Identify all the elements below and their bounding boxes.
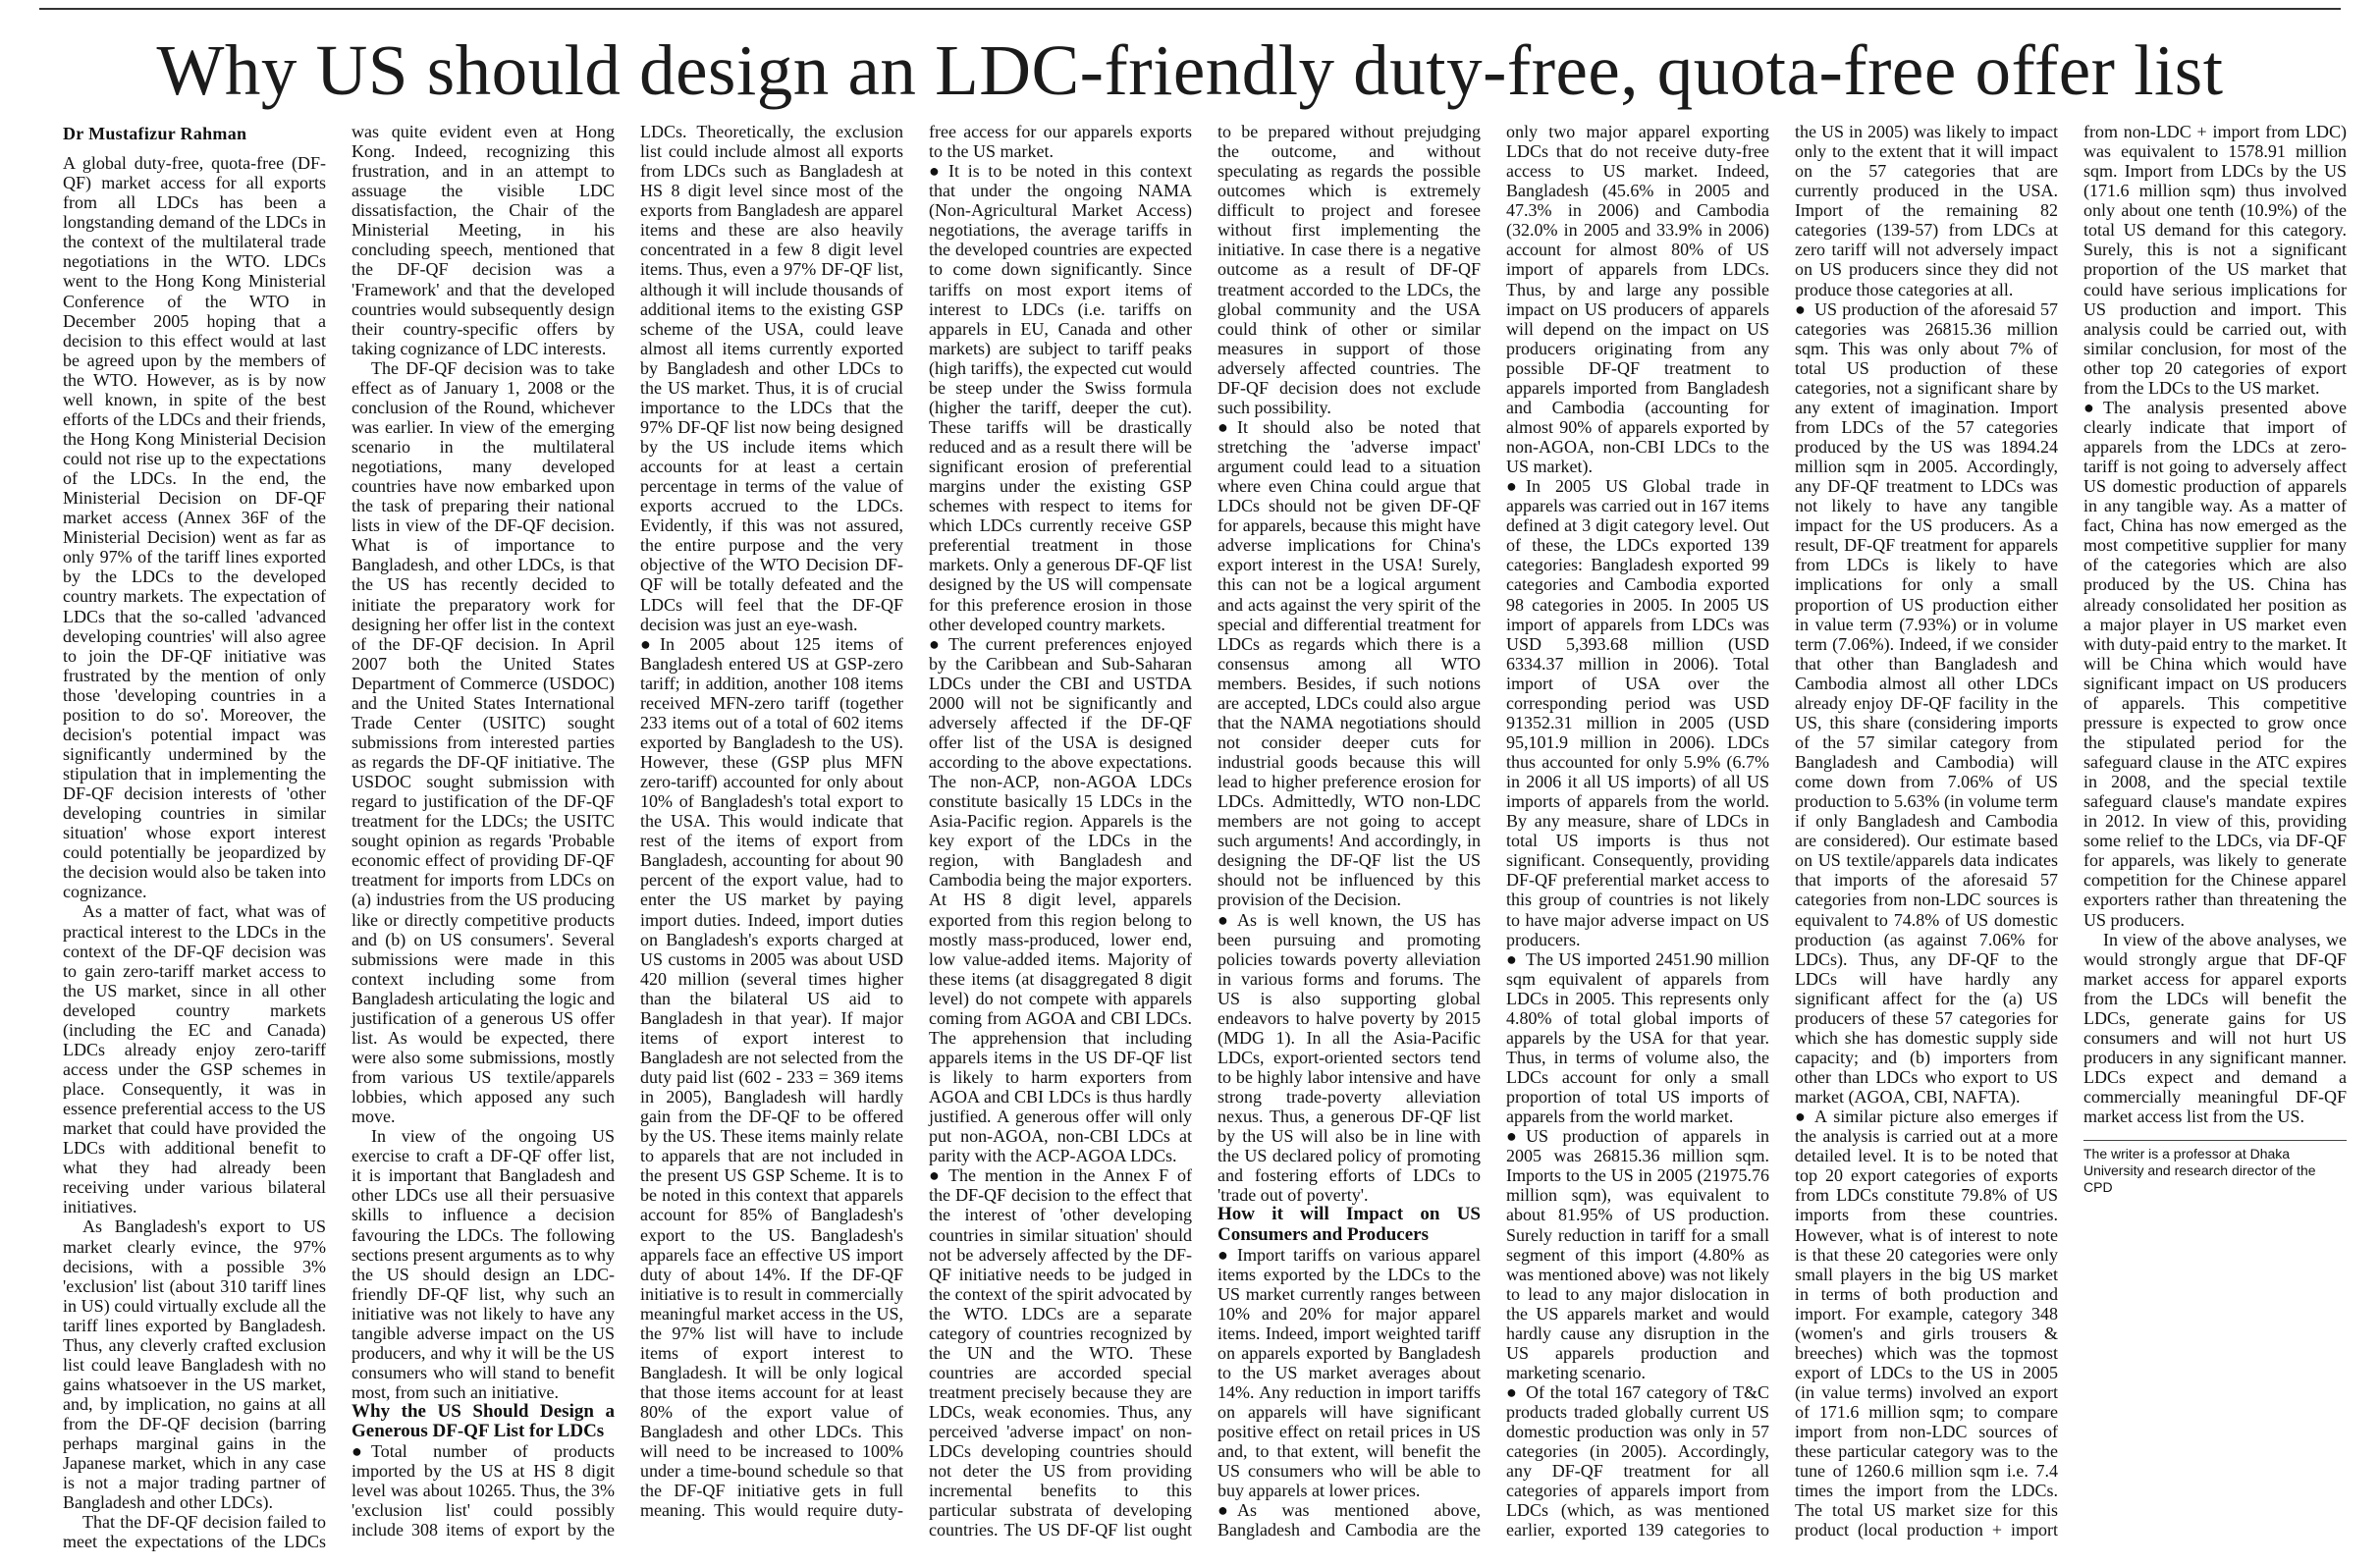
- paragraph: The DF-QF decision was to take effect as of January 1, 2008 or the conclusion of the Round, whichever was earlier. In view of the emerging scenario in the multilateral negotiations, many developed countries have now embarked upon the task of preparing their national lists in view of the DF-QF decision. What is of importance to Bangladesh, and other LDCs, is that the US has recently decided to initiate the preparatory work for designing her offer list in the context of the DF-QF decision. In April 2007 both the United States Department of Commerce (USDOC) and the United States International Trade Center (USITC) sought submissions from interested parties as regards the DF-QF initiative. The USDOC sought submission with regard to justification of the DF-QF treatment for the LDCs; the USITC sought opinion as regards 'Probable economic effect of providing DF-QF treatment for imports from LDCs on (a) industries from the US producing like or directly competitive products and (b) on US consumers'. Several submissions were made in this context including some from Bangladesh articulating the logic and justification of a generous US offer list. As would be expected, there were also some submissions, mostly from various US textile/apparels lobbies, which apposed any such move.: [352, 357, 615, 1127]
- bullet-icon: ●: [929, 161, 940, 182]
- headline: Why US should design an LDC-friendly duty-free, quota-free offer list: [156, 30, 2224, 110]
- lead-paragraph: A global duty-free, quota-free (DF-QF) market access for all exports from all LDCs has been a longstanding demand of the LDCs in the context of the multilateral trade negotiations in the WTO. LDCs went to the Hong Kong Ministerial Conference of the WTO in December 2005 hoping that a decision to this effect would at last be agreed upon by the members of the WTO. However, as is by now well known, in spite of the best efforts of the LDCs and their friends, the Hong Kong Ministerial Decision could not rise up to the expectations of the LDCs. In the end, the Ministerial Decision on DF-QF market access (Annex 36F of the Ministerial Decision) went as far as only 97% of the tariff lines exported by the LDCs to the developed country markets. The expectation of LDCs that the so-called 'advanced developing countries' will also agree to join the DF-QF initiative was frustrated by the mention of only those 'developing countries in a position to do so'. Moreover, the decision's potential impact was significantly undermined by the stipulation that in implementing the DF-QF decision interests of 'other developing countries in similar situation' whose export interest could potentially be jeopardized by the decision would also be taken into cognizance.: [63, 153, 326, 902]
- paragraph: As Bangladesh's export to US market clearly evince, the 97% decisions, with a possible 3% 'exclusion' list (about 310 tariff lines in US) could virtually exclude all the tariff lines exported by Bangladesh. Thus, any cleverly crafted exclusion list could leave Bangladesh with no gains whatsoever in the US market, and, by implication, no gains at all from the DF-QF decision (barring perhaps marginal gains in the Japanese market, which in any case is not a major trading partner of Bangladesh and other LDCs).: [63, 1216, 326, 1513]
- bullet-icon: ●: [640, 633, 651, 654]
- paragraph-text: The analysis presented above clearly indicate that import of apparels from the LDCs at zero-tariff is not going to adversely affect US domestic production of apparels in any tangible way. As a matter of fact, China has now emerged as the most competitive supplier for many of the categories which are also produced by the US. China has already consolidated her position as a major player in US market even with duty-paid entry to the market. It will be China which would have significant impact on US producers of apparels. This competitive pressure is expected to grow once the stipulated period for the safeguard clause in the ATC expires in 2008, and the special textile safeguard clause's mandate expires in 2012. In view of this, providing some relief to the LDCs, via DF-QF for apparels, was likely to generate competition for the Chinese apparel exporters rather than threatening the US producers.: [2083, 397, 2347, 930]
- bullet-paragraph: [929, 634, 1192, 1166]
- subheading-text: Why the US Should Design a Generous DF-QF List for LDCs: [352, 1401, 615, 1442]
- article-sections: [63, 122, 2347, 1557]
- bullet-icon: ●: [2083, 397, 2094, 417]
- paragraph-text: In 2005 US Global trade in apparels was carried out in 167 items defined at 3 digit category level. Out of these, the LDCs exported 139 categories: Bangladesh exported 99 categories and Cambodia exported 98 categories in 2005. In 2005 US import of apparels from LDCs was USD 5,393.68 million (USD 6334.37 million in 2006). Total import of USA over the corresponding period was USD 91352.31 million in 2005 (USD 95,101.9 million in 2006). LDCs thus accounted for only 5.9% (6.7% in 2006 it all US imports) of all US imports of apparels from the world. By any measure, share of LDCs in total US imports is thus not significant. Consequently, providing DF-QF preferential market access to this group of countries is not likely to have major adverse impact on US producers.: [1506, 476, 1769, 949]
- bullet-icon: ●: [1217, 416, 1228, 437]
- paragraph-text: Total number of products imported by the US at HS 8 digit level was about 10265. Thus, the 3% 'exclusion list' could possibly include 308 items of export by the LDCs. Theoretically, the exclusion list could include almost all exports from LDCs such as Bangladesh at HS 8 digit level since most of the exports from Bangladesh are apparel items and these are also heavily concentrated in a few 8 digit level items. Thus, even a 97% DF-QF list, although it will include thousands of additional items to the existing GSP scheme of the USA, could leave almost all items currently exported by Bangladesh and other LDCs to the US market. Thus, it is of crucial importance to the LDCs that the 97% DF-QF list now being designed by the US include items which accounts for at least a certain percentage in terms of the value of exports accrued to the LDCs. Evidently, if this was not assured, the entire purpose and the very objective of the WTO Decision DF-QF will be totally defeated and the LDCs will feel that the DF-QF decision was just an eye-wash.: [352, 122, 903, 1540]
- bullet-paragraph: [929, 161, 1192, 634]
- paragraph-text: In 2005 about 125 items of Bangladesh entered US at GSP-zero tariff; in addition, another 108 items received MFN-zero tariff (together 233 items out of a total of 602 items exported by Bangladesh to the US). However, these (GSP plus MFN zero-tariff) accounted for only about 10% of Bangladesh's total export to the USA. This would indicate that rest of the items of export from Bangladesh, accounting for about 90 percent of the export value, had to enter the US market by paying import duties. Indeed, import duties on Bangladesh's exports charged at US customs in 2005 was about USD 420 million (several times higher than the bilateral US aid to Bangladesh in that year). If major items of export interest to Bangladesh are not selected from the duty paid list (602 - 233 = 369 items in 2005), Bangladesh will hardly gain from the DF-QF to be offered by the US. These items mainly relate to apparels that are not included in the present US GSP Scheme. It is to be noted in this context that apparels account for 85% of Bangladesh's export to the US. Bangladesh's apparels face an effective US import duty of about 14%. If the DF-QF initiative is to result in commercially meaningful market access in the US, the 97% list will have to include items of export interest to Bangladesh. It will be only logical that those items account for at least 80% of the export value of Bangladesh and other LDCs. This will need to be increased to 100% under a time-bound schedule so that the DF-QF initiative gets in full meaning. This would require duty-free access for our apparels exports to the US market.: [640, 122, 1192, 1521]
- paragraph: In view of the ongoing US exercise to craft a DF-QF offer list, it is important that Bangladesh and other LDCs use all their persuasive skills to influence a decision favouring the LDCs. The following sections present arguments as to why the US should design an LDC-friendly DF-QF list, why such an initiative was not likely to have any tangible adverse impact on the US producers, and why it will be the US consumers who will stand to benefit most, from such an initiative.: [352, 1126, 615, 1402]
- bullet-icon: ●: [1217, 1500, 1228, 1521]
- bullet-icon: ●: [1506, 1126, 1517, 1147]
- paragraph-text: A similar picture also emerges if the analysis is carried out at a more detailed level. It is to be noted that top 20 export categories of exports from LDCs constitute 79.8% of US imports from these countries. However, what is of interest to note is that these 20 categories were only small players in the big US market in terms of both production and import. For example, category 348 (women's and girls trousers & breeches) which was the topmost export of LDCs to the US in 2005 (in value terms) involved an export of 171.6 million sqm; to compare import from non-LDC sources of these particular category was to the tune of 1260.6 million sqm i.e. 7.4 times the import from the LDCs. The total US market size for this product (local production + import from non-LDC + import from LDC) was equivalent to 1578.91 million sqm. Import from LDCs by the US (171.6 million sqm) thus involved only about one tenth (10.9%) of the total US demand for this category. Surely, this is not a significant proportion of the US market that could have serious implications for US production and import. This analysis could be carried out, with similar conclusion, for most of the other top 20 categories of export from the LDCs to the US market.: [1795, 122, 2347, 1540]
- top-rule: [39, 8, 2341, 10]
- paragraph-text: As is well known, the US has been pursuing and promoting policies towards poverty alleviation in various forms and forums. The US is also supporting global endeavors to halve poverty by 2015 (MDG 1). In all the Asia-Pacific LDCs, export-oriented sectors tend to be highly labor intensive and have strong trade-poverty alleviation nexus. Thus, a generous DF-QF list by the US will also be in line with the US declared policy of promoting and fostering efforts of LDCs to 'trade out of poverty'.: [1217, 909, 1481, 1206]
- paragraph: That the DF-QF decision failed to meet the expectations of the LDCs was quite evident even at Hong Kong. Indeed, recognizing this frustration, and in an attempt to assuage the visible LDC dissatisfaction, the Chair of the Ministerial Meeting, in his concluding speech, mentioned that the DF-QF decision was a 'Framework' and that the developed countries would subsequently design their country-specific offers by taking cognizance of LDC interests.: [63, 122, 615, 1552]
- paragraph-text: The mention in the Annex F of the DF-QF decision to the effect that the interest of 'other developing countries in similar situation' should not be adversely affected by the DF-QF initiative needs to be judged in the context of the spirit advocated by the WTO. LDCs are a separate category of countries recognized by the UN and the WTO. These countries are accorded special treatment precisely because they are LDCs, weak economies. Thus, any perceived 'adverse impact' on non-LDCs developing countries should not deter the US from providing incremental benefits to this particular substrata of developing countries. The US DF-QF list ought to be prepared without prejudging the outcome, and without speculating as regards the possible outcomes which is extremely difficult to project and foresee without first implementing the initiative. In case there is a negative outcome as a result of DF-QF treatment accorded to the LDCs, the global community and the USA could think of other or similar measures in support of those adversely affected countries. The DF-QF decision does not exclude such possibility.: [929, 122, 1481, 1540]
- paragraph-text: US production of apparels in 2005 was 26815.36 million sqm. Imports to the US in 2005 (21975.76 million sqm), was equivalent to about 81.95% of US production. Surely reduction in tariff for a small segment of this import (4.80% as was mentioned above) was not likely to lead to any major dislocation in the US apparels market and would hardly cause any disruption in the US apparels production and marketing scenario.: [1506, 1126, 1769, 1382]
- bullet-paragraph: [1217, 417, 1481, 910]
- bullet-icon: ●: [1506, 476, 1517, 497]
- bullet-paragraph: [1217, 1245, 1481, 1501]
- bullet-icon: ●: [929, 633, 940, 654]
- bullet-paragraph: [1506, 949, 1769, 1127]
- bullet-icon: ●: [929, 1165, 940, 1186]
- article-body: [63, 122, 2347, 1557]
- paragraph-text: It should also be noted that stretching the 'adverse impact' argument could lead to a situation where even China could argue that LDCs should not be given DF-QF for apparels, because this might have adverse implications for China's export interest in the USA! Surely, this can not be a logical argument and acts against the very spirit of the special and differential treatment for LDCs as regards which there is a consensus among all WTO members. Besides, if such notions are accepted, LDCs could also argue that the NAMA negotiations should not consider deeper cuts for industrial goods because this will lead to higher preference erosion for LDCs. Admittedly, WTO non-LDC members are not going to accept such arguments! And accordingly, in designing the DF-QF list the US should not be influenced by this provision of the Decision.: [1217, 416, 1481, 910]
- paragraph-text: It is to be noted in this context that under the ongoing NAMA (Non-Agricultural Market Access) negotiations, the average tariffs in the developed countries are expected to come down significantly. Since tariffs on most export items of interest to LDCs (i.e. tariffs on apparels in EU, Canada and other markets) are subject to tariff peaks (high tariffs), the expected cut would be steep under the Swiss formula (higher the tariff, deeper the cut). These tariffs will be drastically reduced and as a result there will be significant erosion of preferential margins under the existing GSP schemes with respect to items for which LDCs currently receive GSP preferential treatment in those markets. Only a generous DF-QF list designed by the US will compensate for this preference erosion in those other developed country markets.: [929, 161, 1192, 634]
- bullet-icon: ●: [1217, 909, 1228, 930]
- bullet-icon: ●: [1795, 298, 1806, 319]
- bullet-paragraph: [1506, 476, 1769, 949]
- subheading-text: How it will Impact on US Consumers and Producers: [1217, 1204, 1481, 1245]
- paragraph-text: Of the total 167 category of T&C products traded globally current US domestic production was only in 57 categories (in 2005). Accordingly, any DF-QF treatment for all categories of apparels import from LDCs (which, as was mentioned earlier, exported 139 categories to the US in 2005) was likely to impact only to the extent that it will impact on the 57 categories that are currently produced in the USA. Import of the remaining 82 categories (139-57) from LDCs at zero tariff will not adversely impact on US producers since they did not produce those categories at all.: [1506, 122, 2058, 1540]
- bullet-icon: ●: [1506, 948, 1517, 969]
- paragraph: As a matter of fact, what was of practical interest to the LDCs in the context of the DF-QF decision was to gain zero-tariff market access to the US market, since in all other developed country markets (including the EC and Canada) LDCs already enjoy zero-tariff access under the GSP schemes in place. Consequently, it was in essence preferential access to the US market that could have provided the LDCs with additional benefit to what they had already been receiving under various bilateral initiatives.: [63, 901, 326, 1217]
- paragraph-text: Import tariffs on various apparel items exported by the LDCs to the US market currently ranges between 10% and 20% for major apparel items. Indeed, import weighted tariff on apparels exported by Bangladesh to the US market averages about 14%. Any reduction in import tariffs on apparels will have significant positive effect on retail prices in US and, to that extent, will benefit the US consumers who will be able to buy apparels at lower prices.: [1217, 1244, 1481, 1501]
- bullet-paragraph: [1217, 910, 1481, 1206]
- paragraph-text: US production of the aforesaid 57 categories was 26815.36 million sqm. This was only about 7% of total US production of these categories, not a significant share by any extent of imagination. Import from LDCs of the 57 categories produced by the US was 1894.24 million sqm in 2005. Accordingly, any DF-QF treatment to LDCs was not likely to have any tangible impact for the US producers. As a result, DF-QF treatment for apparels from LDCs is likely to have implications for only a small proportion of US production either in value term (7.93%) or in volume term (7.06%). Indeed, if we consider that other than Bangladesh and Cambodia almost all other LDCs already enjoy DF-QF facility in the US, this share (considering imports of the 57 similar category from Bangladesh and Cambodia) will come down from 7.06% of US production to 5.63% (in volume term if only Bangladesh and Cambodia are considered). Our estimate based on US textile/apparels data indicates that imports of the aforesaid 57 categories from non-LDC sources is equivalent to 74.8% of US domestic production (as against 7.06% for LDCs). Thus, any DF-QF to the LDCs will have hardly any significant affect for the (a) US producers of these 57 categories for which she has domestic supply side capacity; and (b) importers from other than LDCs who export to US market (AGOA, CBI, NAFTA).: [1795, 298, 2058, 1108]
- bullet-paragraph: [1506, 1126, 1769, 1382]
- bullet-paragraph: [2083, 398, 2347, 930]
- author-bio: The writer is a professor at Dhaka University and research director of the CPD: [2083, 1140, 2347, 1196]
- paragraph-text: The current preferences enjoyed by the Caribbean and Sub-Saharan LDCs under the CBI and USTDA 2000 will not be significantly and adversely affected if the DF-QF offer list of the USA is designed according to the above expectations. The non-ACP, non-AGOA LDCs constitute basically 15 LDCs in the Asia-Pacific region. Apparels is the key export of the LDCs in the region, with Bangladesh and Cambodia being the major exporters. At HS 8 digit level, apparels exported from this region belong to mostly mass-produced, lower end, low value-added items. Majority of these items (at disaggregated 8 digit level) do not compete with apparels coming from AGOA and CBI LDCs. The apprehension that including apparels items in the US DF-QF list is likely to harm exporters from AGOA and CBI LDCs is thus hardly justified. A generous offer will only put non-AGOA, non-CBI LDCs at parity with the ACP-AGOA LDCs.: [929, 633, 1192, 1166]
- bullet-icon: ●: [1795, 1107, 1806, 1127]
- bullet-icon: ●: [352, 1441, 362, 1462]
- subheading: [352, 1402, 615, 1441]
- paragraph-text: As was mentioned above, Bangladesh and Cambodia are the only two major apparel exporting LDCs that do not receive duty-free access to US market. Indeed, Bangladesh (45.6% in 2005 and 47.3% in 2006) and Cambodia (32.0% in 2005 and 33.9% in 2006) account for almost 80% of US import of apparels from LDCs. Thus, by and large any possible impact on US producers of apparels will depend on the impact on US producers originating from any possible DF-QF treatment to apparels imported from Bangladesh and Cambodia (accounting for almost 90% of apparels exported by non-AGOA, non-CBI LDCs to the US market).: [1217, 122, 1769, 1540]
- paragraph: In view of the above analyses, we would strongly argue that DF-QF market access for apparel exports from the LDCs will benefit the LDCs, generate gains for US consumers and will not hurt US producers in any significant manner. LDCs expect and demand a commercially meaningful DF-QF market access list from the US.: [2083, 929, 2347, 1127]
- subheading: [1217, 1205, 1481, 1244]
- bullet-icon: ●: [1506, 1382, 1517, 1402]
- byline: Dr Mustafizur Rahman: [63, 124, 247, 143]
- bullet-icon: ●: [1217, 1244, 1228, 1265]
- bullet-paragraph: [1795, 299, 2058, 1108]
- paragraph-text: The US imported 2451.90 million sqm equivalent of apparels from LDCs in 2005. This represents only 4.80% of total global imports of apparels by the USA for that year. Thus, in terms of volume also, the LDCs account for only a small proportion of total US imports of apparels from the world market.: [1506, 948, 1769, 1127]
